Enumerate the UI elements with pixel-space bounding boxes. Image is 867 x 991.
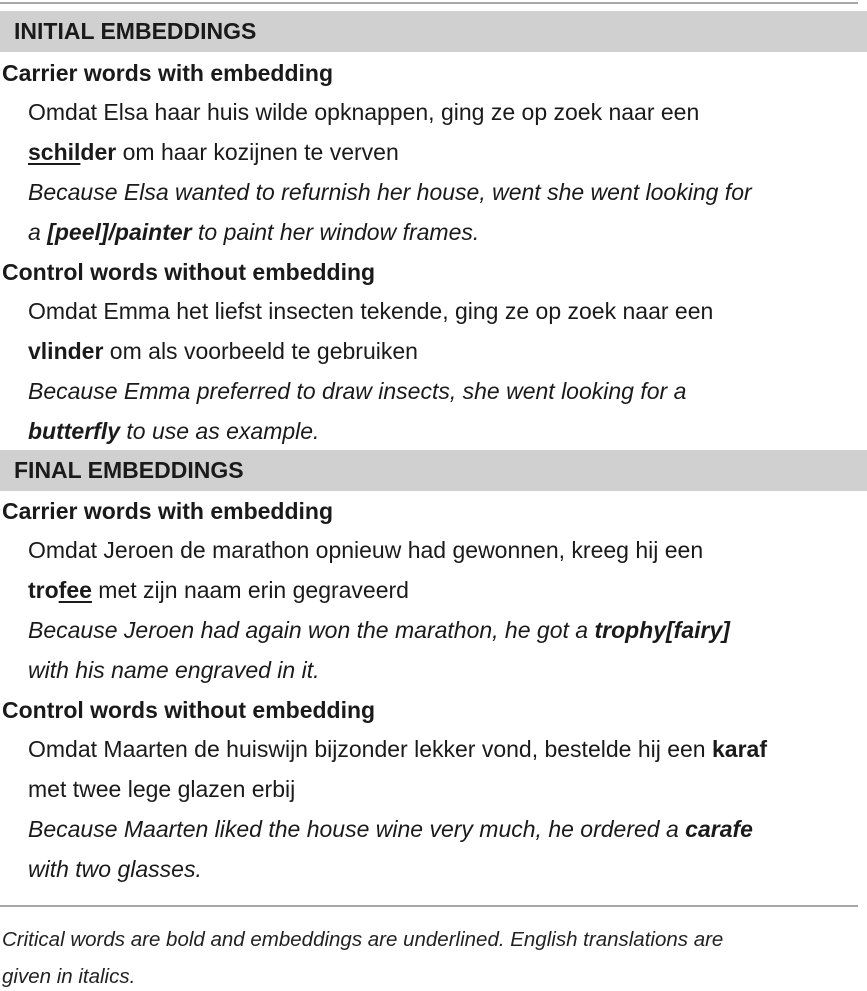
sentence-post: to use as example. bbox=[120, 418, 320, 444]
group-label-initial-carrier: Carrier words with embedding bbox=[2, 60, 333, 86]
dutch-sentence-initial-carrier-line2 bbox=[28, 138, 399, 166]
sentence-rest: om haar kozijnen te verven bbox=[116, 139, 399, 165]
group-label-final-control: Control words without embedding bbox=[2, 697, 376, 723]
english-translation-initial-control-line2 bbox=[28, 417, 319, 445]
section-header-final: FINAL EMBEDDINGS bbox=[0, 450, 867, 491]
dutch-sentence-initial-carrier-line1: Omdat Elsa haar huis wilde opknappen, ging ze op zoek naar een bbox=[28, 99, 700, 125]
critical-word: [peel]/painter bbox=[47, 219, 192, 245]
bottom-rule bbox=[0, 905, 858, 907]
critical-word-rest: der bbox=[80, 139, 117, 165]
dutch-sentence-initial-control-line2 bbox=[28, 337, 418, 365]
sentence-post: to paint her window frames. bbox=[191, 219, 480, 245]
sentence-rest: om als voorbeeld te gebruiken bbox=[103, 338, 418, 364]
critical-word: vlinder bbox=[28, 338, 104, 364]
english-translation-initial-carrier-line2 bbox=[28, 218, 479, 246]
embedding-underlined: fee bbox=[58, 577, 92, 603]
english-translation-initial-carrier-line1: Because Elsa wanted to refurnish her house, went she went looking for bbox=[28, 179, 752, 205]
english-translation-final-control-line2: with two glasses. bbox=[28, 856, 202, 882]
dutch-sentence-final-control-line2: met twee lege glazen erbij bbox=[28, 776, 296, 802]
english-translation-final-carrier-line1 bbox=[28, 616, 730, 644]
critical-word: karaf bbox=[712, 736, 767, 762]
embedding-underlined: schil bbox=[28, 139, 81, 165]
english-translation-final-carrier-line2: with his name engraved in it. bbox=[28, 657, 320, 683]
critical-word: trophy[fairy] bbox=[594, 617, 730, 643]
sentence-pre: a bbox=[28, 219, 48, 245]
section-header-initial: INITIAL EMBEDDINGS bbox=[0, 11, 867, 52]
footnote-line1: Critical words are bold and embeddings are underlined. English translations are bbox=[2, 928, 724, 951]
footnote-line2: given in italics. bbox=[2, 965, 136, 988]
group-label-final-carrier: Carrier words with embedding bbox=[2, 498, 333, 524]
sentence-pre: Because Maarten liked the house wine very much, he ordered a bbox=[28, 816, 686, 842]
critical-word-rest: tro bbox=[28, 577, 59, 603]
group-label-initial-control: Control words without embedding bbox=[2, 259, 376, 285]
dutch-sentence-final-carrier-line2 bbox=[28, 576, 409, 604]
dutch-sentence-final-control-line1 bbox=[28, 735, 767, 763]
sentence-pre: Because Jeroen had again won the marathon, he got a bbox=[28, 617, 595, 643]
critical-word: carafe bbox=[685, 816, 753, 842]
top-rule bbox=[0, 2, 858, 4]
critical-word: butterfly bbox=[28, 418, 120, 444]
sentence-rest: met zijn naam erin gegraveerd bbox=[91, 577, 409, 603]
dutch-sentence-initial-control-line1: Omdat Emma het liefst insecten tekende, ging ze op zoek naar een bbox=[28, 298, 714, 324]
english-translation-initial-control-line1: Because Emma preferred to draw insects, she went looking for a bbox=[28, 378, 687, 404]
dutch-sentence-final-carrier-line1: Omdat Jeroen de marathon opnieuw had gewonnen, kreeg hij een bbox=[28, 537, 704, 563]
english-translation-final-control-line1 bbox=[28, 815, 753, 843]
sentence-pre: Omdat Maarten de huiswijn bijzonder lekker vond, bestelde hij een bbox=[28, 736, 712, 762]
